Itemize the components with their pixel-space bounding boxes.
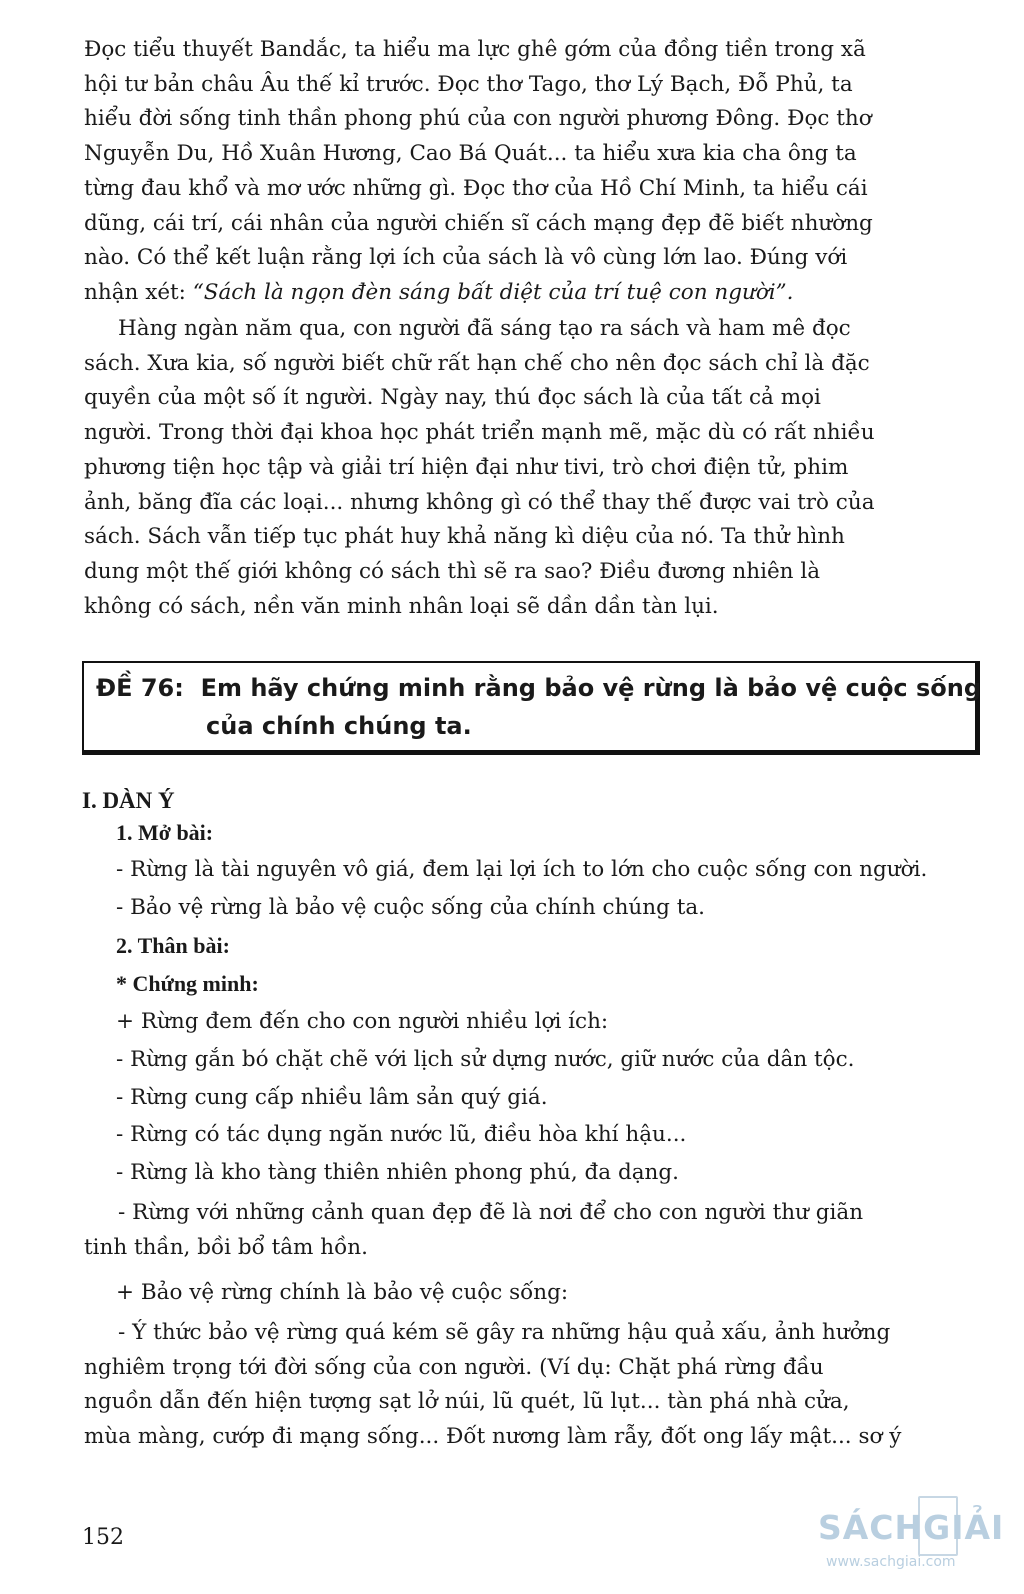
watermark-url: www.sachgiai.com [826, 1554, 956, 1570]
paragraph-reading-history [84, 312, 990, 624]
text-line: - Ý thức bảo vệ rừng quá kém sẽ gây ra những hậu quả xấu, ảnh hưởng [118, 1320, 891, 1345]
body-heading: 2. Thân bài: [116, 933, 230, 958]
watermark [818, 1496, 1018, 1586]
exam-question: Em hãy chứng minh rằng bảo vệ rừng là bảo vệ cuộc sống [200, 674, 982, 702]
intro-heading: 1. Mở bài: [116, 820, 214, 845]
text-line [84, 276, 990, 311]
text-line: không có sách, nền văn minh nhân loại sẽ dần dần tàn lụi. [84, 593, 719, 619]
proof-heading: * Chứng minh: [116, 971, 259, 996]
text-line: ảnh, băng đĩa các loại... nhưng không gì có thể thay thế được vai trò của [84, 489, 875, 515]
text-line: người. Trong thời đại khoa học phát triển mạnh mẽ, mặc dù có rất nhiều [84, 420, 875, 446]
exam-label: ĐỀ 76: [96, 674, 184, 702]
list-item: + Bảo vệ rừng chính là bảo vệ cuộc sống: [116, 1280, 569, 1305]
list-item: + Rừng đem đến cho con người nhiều lợi ích: [116, 1009, 609, 1034]
protect-item [84, 1316, 990, 1455]
text-line: quyền của một số ít người. Ngày nay, thú đọc sách là của tất cả mọi [84, 385, 821, 411]
text-line: Nguyễn Du, Hồ Xuân Hương, Cao Bá Quát... ta hiểu xưa kia cha ông ta [84, 141, 857, 167]
text-line: sách. Xưa kia, số người biết chữ rất hạn chế cho nên đọc sách chỉ là đặc [84, 350, 870, 376]
list-item: - Rừng có tác dụng ngăn nước lũ, điều hòa khí hậu... [116, 1122, 687, 1147]
text-line: Hàng ngàn năm qua, con người đã sáng tạo ra sách và ham mê đọc [118, 316, 851, 341]
text-line: dũng, cái trí, cái nhân của người chiến sĩ cách mạng đẹp đẽ biết nhường [84, 210, 873, 236]
watermark-logo: SÁCHGIẢI [818, 1508, 1005, 1547]
quote-intro: nhận xét: [84, 279, 193, 305]
text-line: nguồn dẫn đến hiện tượng sạt lở núi, lũ quét, lũ lụt... tàn phá nhà cửa, [84, 1389, 850, 1415]
exam-topic-line-1 [96, 669, 981, 707]
text-line: phương tiện học tập và giải trí hiện đại như tivi, trò chơi điện tử, phim [84, 454, 849, 480]
paragraph-reading-benefits [84, 33, 990, 311]
scenery-item [84, 1196, 990, 1265]
list-item: - Bảo vệ rừng là bảo vệ cuộc sống của chính chúng ta. [116, 895, 706, 920]
outline-heading: I. DÀN Ý [82, 788, 175, 813]
list-item: - Rừng gắn bó chặt chẽ với lịch sử dựng nước, giữ nước của dân tộc. [116, 1047, 855, 1072]
exam-topic-line-2: của chính chúng ta. [206, 712, 472, 740]
text-line: hội tư bản châu Âu thế kỉ trước. Đọc thơ Tago, thơ Lý Bạch, Đỗ Phủ, ta [84, 71, 853, 97]
text-line: hiểu đời sống tinh thần phong phú của con người phương Đông. Đọc thơ [84, 106, 872, 132]
text-line: Đọc tiểu thuyết Bandắc, ta hiểu ma lực ghê gớm của đồng tiền trong xã [84, 37, 866, 62]
text-line: nghiêm trọng tới đời sống của con người. (Ví dụ: Chặt phá rừng đầu [84, 1354, 824, 1380]
text-line: tinh thần, bồi bổ tâm hồn. [84, 1234, 368, 1260]
list-item: - Rừng là tài nguyên vô giá, đem lại lợi ích to lớn cho cuộc sống con người. [116, 857, 928, 882]
text-line: mùa màng, cướp đi mạng sống... Đốt nương làm rẫy, đốt ong lấy mật... sơ ý [84, 1424, 902, 1450]
text-line: - Rừng với những cảnh quan đẹp đẽ là nơi để cho con người thư giãn [118, 1200, 864, 1225]
page-number: 152 [82, 1525, 124, 1550]
text-line: dung một thế giới không có sách thì sẽ ra sao? Điều đương nhiên là [84, 558, 821, 584]
text-line: từng đau khổ và mơ ước những gì. Đọc thơ của Hồ Chí Minh, ta hiểu cái [84, 175, 868, 201]
exam-topic-box [82, 661, 980, 755]
list-item: - Rừng cung cấp nhiều lâm sản quý giá. [116, 1085, 548, 1110]
list-item: - Rừng là kho tàng thiên nhiên phong phú, đa dạng. [116, 1160, 679, 1185]
quote: “Sách là ngọn đèn sáng bất diệt của trí tuệ con người”. [192, 279, 794, 305]
text-line: nào. Có thể kết luận rằng lợi ích của sách là vô cùng lớn lao. Đúng với [84, 245, 848, 271]
text-line: sách. Sách vẫn tiếp tục phát huy khả năng kì diệu của nó. Ta thử hình [84, 524, 845, 550]
